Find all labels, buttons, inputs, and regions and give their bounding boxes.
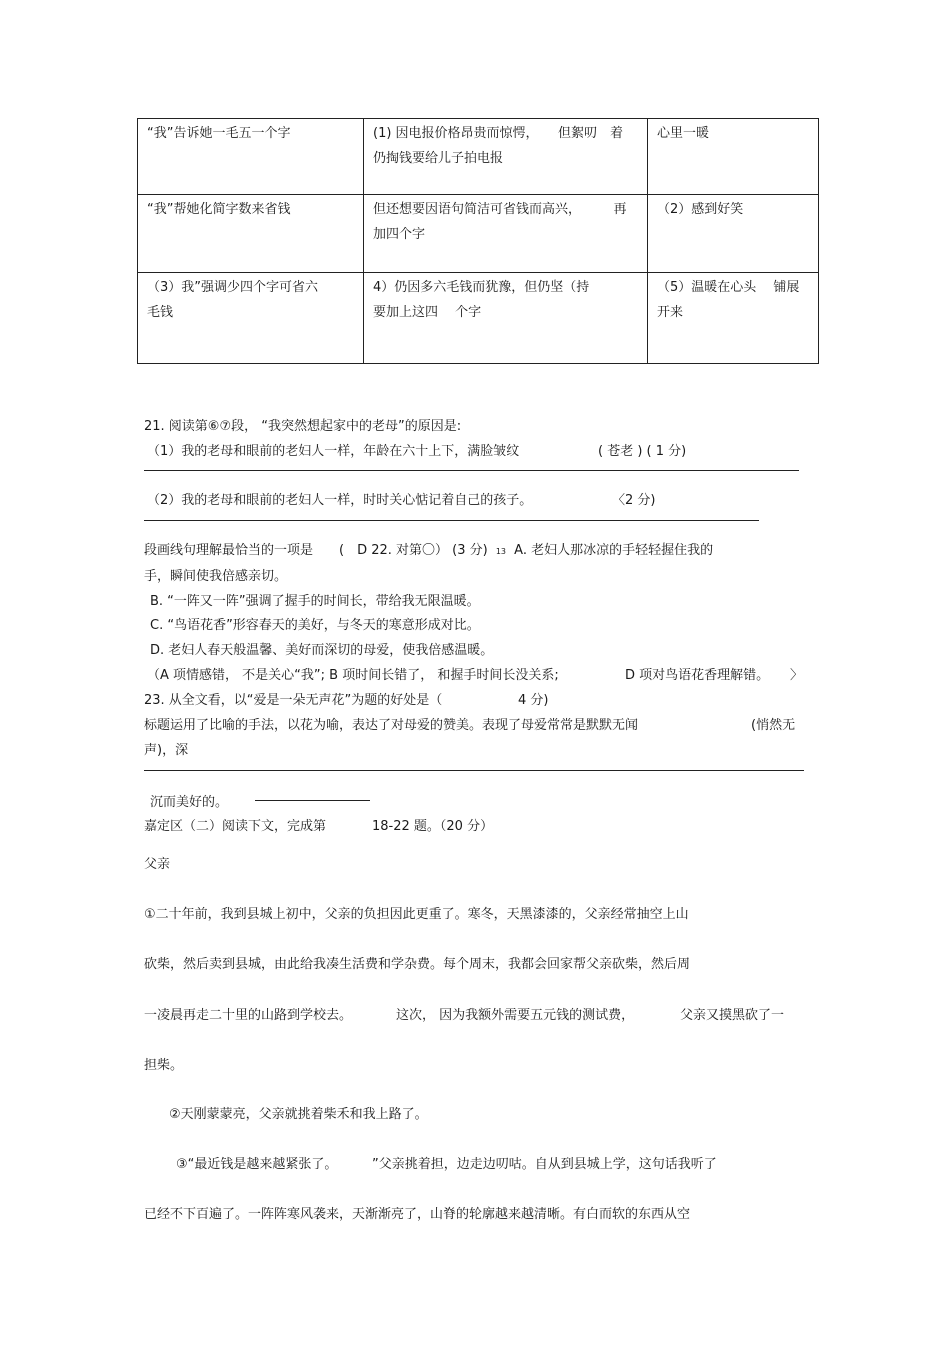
q23-answer-2: 声)，深 [144, 743, 189, 758]
q21-answer-2-note: 〈2 分) [612, 493, 656, 508]
table-cell [648, 273, 819, 364]
q22-line-1 [144, 539, 713, 558]
q22-stem: 段画线句理解最恰当的一项是 ( D 22. 对第〇） (3 分) [144, 543, 488, 558]
cell-line: 4）仍因多六毛钱而犹豫，但仍坚（持 [373, 280, 590, 295]
passage-line: 这次， 因为我额外需要五元钱的测试费， [396, 1008, 635, 1023]
passage-line: ①二十年前，我到县城上初中，父亲的负担因此更重了。寒冬，天黑漆漆的，父亲经常抽空上山 [144, 907, 689, 922]
q22-explanation-end: 〉 [790, 668, 804, 683]
q23-score: 4 分) [518, 693, 549, 708]
q22-option-a: A. 老妇人那冰凉的手轻轻握住我的 [514, 543, 714, 558]
cell-line: （3）我”强调少四个字可省六 [147, 280, 319, 295]
cell-line: “我”告诉她一毛五一个字 [147, 126, 291, 141]
section-heading: 嘉定区（二）阅读下文，完成第 [144, 819, 327, 834]
analysis-table [137, 118, 819, 364]
table-cell [138, 195, 364, 273]
passage-line: ②天刚蒙蒙亮，父亲就挑着柴禾和我上路了。 [169, 1107, 428, 1122]
q21-answer-1-note: ( 苍老 ) ( 1 分) [598, 444, 687, 459]
table-cell [364, 119, 648, 195]
cell-line: 心里一暖 [657, 126, 710, 141]
passage-line: 一凌晨再走二十里的山路到学校去。 [144, 1008, 353, 1023]
passage-line: ③“最近钱是越来越紧张了。 [176, 1157, 338, 1172]
table-cell [138, 119, 364, 195]
q22-option-c: C. “鸟语花香”形容春天的美好，与冬天的寒意形成对比。 [150, 618, 480, 633]
table-row [138, 195, 819, 273]
answer-line [144, 520, 759, 521]
cell-line: 要加上这四 个字 [373, 305, 482, 320]
q22-option-d: D. 老妇人春天般温馨、美好而深切的母爱，使我倍感温暖。 [150, 643, 494, 658]
passage-line: 父亲又摸黑砍了一 [680, 1008, 785, 1023]
cell-line: （2）感到好笑 [657, 202, 744, 217]
q23-answer-3: 沉而美好的。 [150, 795, 229, 810]
table-cell [138, 273, 364, 364]
passage-line: 已经不下百遍了。一阵阵寒风袭来，天渐渐亮了，山脊的轮廓越来越清晰。有白而软的东西从空 [144, 1207, 691, 1222]
table-cell [364, 273, 648, 364]
cell-line: 加四个字 [373, 227, 426, 242]
q22-small-number: 13 [495, 547, 507, 556]
cell-line: 毛钱 [147, 305, 174, 320]
answer-line [144, 770, 804, 771]
q21-answer-1: （1）我的老母和眼前的老妇人一样，年龄在六十上下，满脸皱纹 [147, 444, 520, 459]
q22-explanation-d: D 项对鸟语花香理解错。 [625, 668, 770, 683]
q23-stem: 23. 从全文看，以“爱是一朵无声花”为题的好处是（ [144, 693, 443, 708]
cell-line: (1) 因电报价格昂贵而惊愕， 但絮叨 着 [373, 126, 624, 141]
passage-line: ”父亲挑着担，边走边叨咕。自从到县城上学，这句话我听了 [372, 1157, 717, 1172]
passage-title: 父亲 [144, 857, 171, 872]
table-cell [648, 119, 819, 195]
q23-answer-1-note: (悄然无 [751, 718, 796, 733]
table-cell [648, 195, 819, 273]
answer-line [144, 470, 799, 471]
q21-stem: 21. 阅读第⑥⑦段， “我突然想起家中的老母”的原因是: [144, 419, 462, 434]
cell-line: 但还想要因语句简洁可省钱而高兴， 再 [373, 202, 627, 217]
cell-line: 仍掏钱要给儿子拍电报 [373, 151, 504, 166]
cell-line: （5）温暖在心头 铺展 [657, 280, 800, 295]
answer-line [255, 800, 370, 801]
q22-explanation: （A 项情感错， 不是关心“我”; B 项时间长错了， 和握手时间长没关系; [147, 668, 559, 683]
table-row [138, 119, 819, 195]
table-row [138, 273, 819, 364]
table-cell [364, 195, 648, 273]
q22-line-2: 手，瞬间使我倍感亲切。 [144, 569, 288, 584]
q23-answer-1: 标题运用了比喻的手法，以花为喻，表达了对母爱的赞美。表现了母爱常常是默默无闻 [144, 718, 639, 733]
cell-line: “我”帮她化简字数来省钱 [147, 202, 291, 217]
q21-answer-2: （2）我的老母和眼前的老妇人一样，时时关心惦记着自己的孩子。 [147, 493, 533, 508]
passage-line: 担柴。 [144, 1058, 184, 1073]
cell-line: 开来 [657, 305, 684, 320]
passage-line: 砍柴，然后卖到县城，由此给我凑生活费和学杂费。每个周末，我都会回家帮父亲砍柴，然后周 [144, 957, 691, 972]
q22-option-b: B. “一阵又一阵”强调了握手的时间长，带给我无限温暖。 [150, 594, 480, 609]
section-range: 18-22 题。（20 分） [372, 819, 494, 834]
